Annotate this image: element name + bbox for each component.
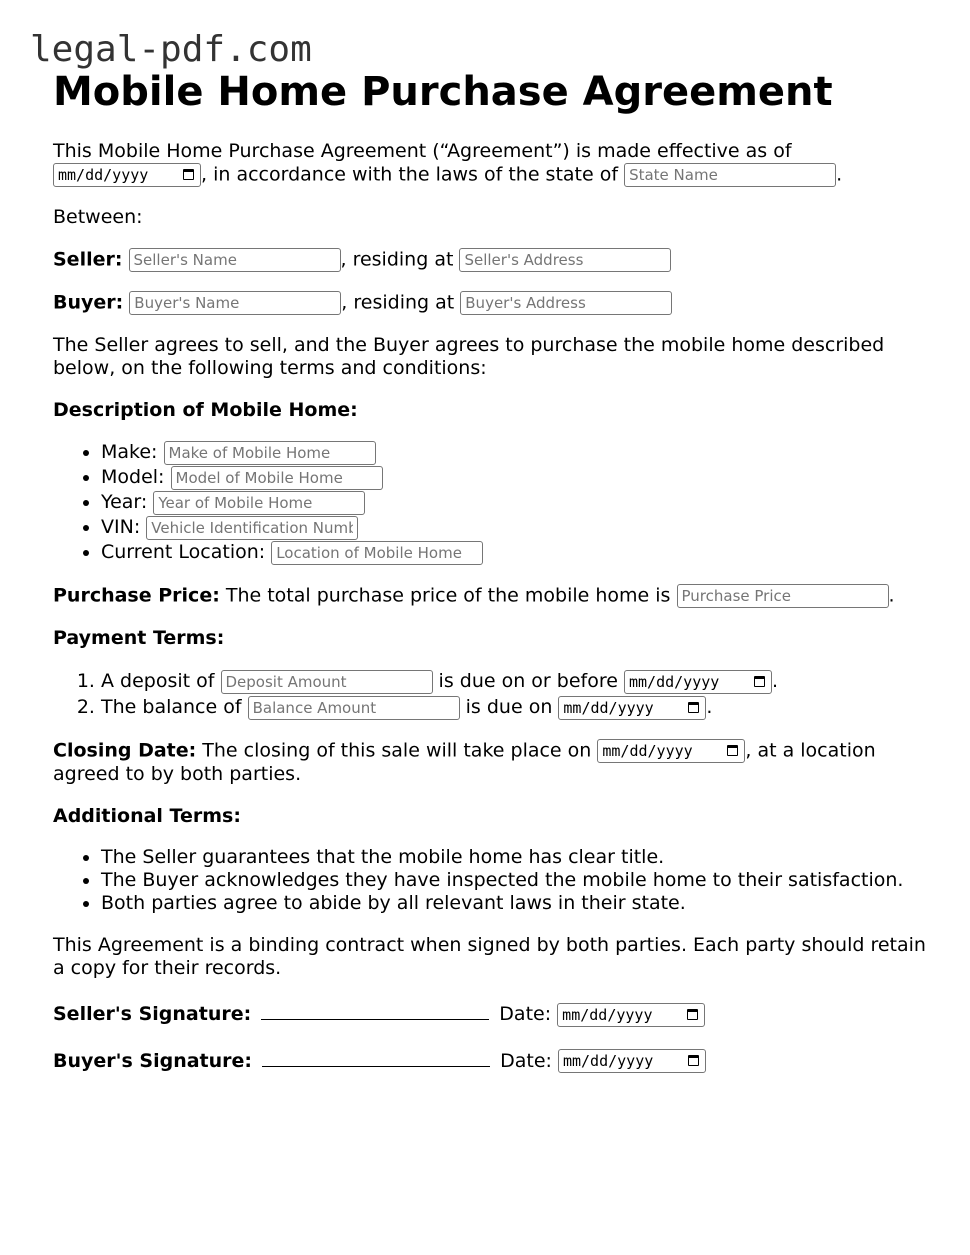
vin-label: VIN: (101, 516, 141, 538)
deposit-date-input[interactable] (624, 670, 772, 694)
intro-middle-text: , in accordance with the laws of the state of (201, 163, 619, 186)
list-item (101, 540, 933, 565)
deposit-due-text: is due on or before (438, 670, 618, 692)
between-label: Between: (53, 206, 143, 228)
closing-date-input[interactable] (597, 739, 745, 763)
calendar-icon (687, 1009, 698, 1020)
year-input[interactable] (153, 491, 365, 515)
balance-period: . (706, 696, 713, 718)
seller-address-input[interactable] (459, 248, 671, 272)
seller-date-label: Date: (499, 1003, 552, 1025)
binding-text: This Agreement is a binding contract when signed by both parties. Each party should retain a copy for their records. (53, 934, 926, 979)
seller-signature-line[interactable] (261, 1001, 489, 1020)
date-placeholder: mm/dd/yyyy (563, 698, 654, 717)
watermark: legal-pdf.com (30, 29, 312, 70)
list-item: • The Seller guarantees that the mobile home has clear title. (101, 846, 933, 869)
calendar-icon (754, 676, 765, 687)
list-item: • The Buyer acknowledges they have inspected the mobile home to their satisfaction. (101, 869, 933, 892)
vin-input[interactable] (146, 516, 358, 540)
list-item: • Both parties agree to abide by all relevant laws in their state. (101, 892, 933, 915)
purchase-price-label: Purchase Price: (53, 584, 220, 607)
buyer-signature-label: Buyer's Signature: (53, 1049, 252, 1072)
make-label: Make: (101, 441, 158, 463)
seller-name-input[interactable] (129, 248, 341, 272)
payment-terms-list (53, 668, 933, 720)
buyer-line (53, 291, 933, 315)
additional-terms-list (53, 846, 933, 915)
description-heading: Description of Mobile Home: (53, 399, 358, 421)
intro-text: This Mobile Home Purchase Agreement (“Agreement”) is made effective as of (53, 140, 792, 162)
make-input[interactable] (164, 441, 376, 465)
date-placeholder: mm/dd/yyyy (602, 742, 693, 760)
document (53, 70, 933, 1073)
date-placeholder: mm/dd/yyyy (628, 672, 720, 691)
closing-text: The closing of this sale will take place on (202, 739, 592, 762)
date-placeholder: mm/dd/yyyy (562, 1052, 654, 1070)
list-item (101, 490, 933, 515)
additional-terms-heading: Additional Terms: (53, 805, 241, 827)
buyer-residing-text: , residing at (341, 291, 455, 314)
purchase-price-period: . (888, 584, 895, 607)
list-item (101, 694, 933, 720)
date-placeholder: mm/dd/yyyy (562, 1005, 653, 1024)
model-label: Model: (101, 466, 165, 488)
closing-after-text: , at a location agreed to by both parties. (53, 739, 876, 785)
state-name-input[interactable] (624, 163, 836, 187)
list-item (101, 515, 933, 540)
purchase-price-input[interactable] (677, 584, 889, 608)
purchase-price-line (53, 584, 933, 608)
deposit-amount-input[interactable] (221, 670, 433, 694)
calendar-icon (688, 702, 699, 713)
buyer-signature-date-input[interactable] (558, 1049, 706, 1073)
balance-due-text: is due on (465, 696, 553, 718)
seller-line (53, 248, 933, 272)
deposit-period: . (771, 670, 779, 692)
list-item (101, 440, 933, 465)
model-input[interactable] (171, 466, 383, 490)
effective-date-input[interactable] (53, 163, 201, 187)
seller-label: Seller: (53, 248, 123, 271)
description-list (53, 440, 933, 565)
buyer-date-label: Date: (500, 1049, 552, 1072)
buyer-name-input[interactable] (129, 291, 341, 315)
deposit-text: A deposit of (101, 670, 215, 692)
agreement-text: The Seller agrees to sell, and the Buyer agrees to purchase the mobile home described below, on the following terms and conditions: (53, 334, 885, 379)
buyer-address-input[interactable] (460, 291, 672, 315)
calendar-icon (183, 169, 194, 180)
seller-signature-row (53, 1001, 933, 1027)
date-placeholder: mm/dd/yyyy (58, 166, 149, 184)
calendar-icon (688, 1055, 699, 1066)
balance-text: The balance of (101, 696, 242, 718)
calendar-icon (727, 745, 738, 756)
seller-signature-label: Seller's Signature: (53, 1003, 252, 1025)
balance-amount-input[interactable] (248, 696, 460, 720)
location-label: Current Location: (101, 541, 266, 563)
year-label: Year: (101, 491, 148, 513)
closing-date-label: Closing Date: (53, 739, 197, 762)
payment-terms-heading: Payment Terms: (53, 627, 225, 649)
closing-date-line (53, 739, 933, 786)
list-item (101, 465, 933, 490)
intro-paragraph (53, 140, 933, 187)
buyer-label: Buyer: (53, 291, 124, 314)
balance-date-input[interactable] (558, 696, 706, 720)
document-title: Mobile Home Purchase Agreement (53, 69, 833, 115)
buyer-signature-row (53, 1048, 933, 1074)
buyer-signature-line[interactable] (262, 1048, 490, 1067)
purchase-price-text: The total purchase price of the mobile home is (225, 584, 671, 607)
list-item (101, 668, 933, 694)
intro-period: . (836, 163, 843, 186)
seller-signature-date-input[interactable] (557, 1003, 705, 1027)
seller-residing-text: , residing at (340, 248, 454, 271)
location-input[interactable] (271, 541, 483, 565)
